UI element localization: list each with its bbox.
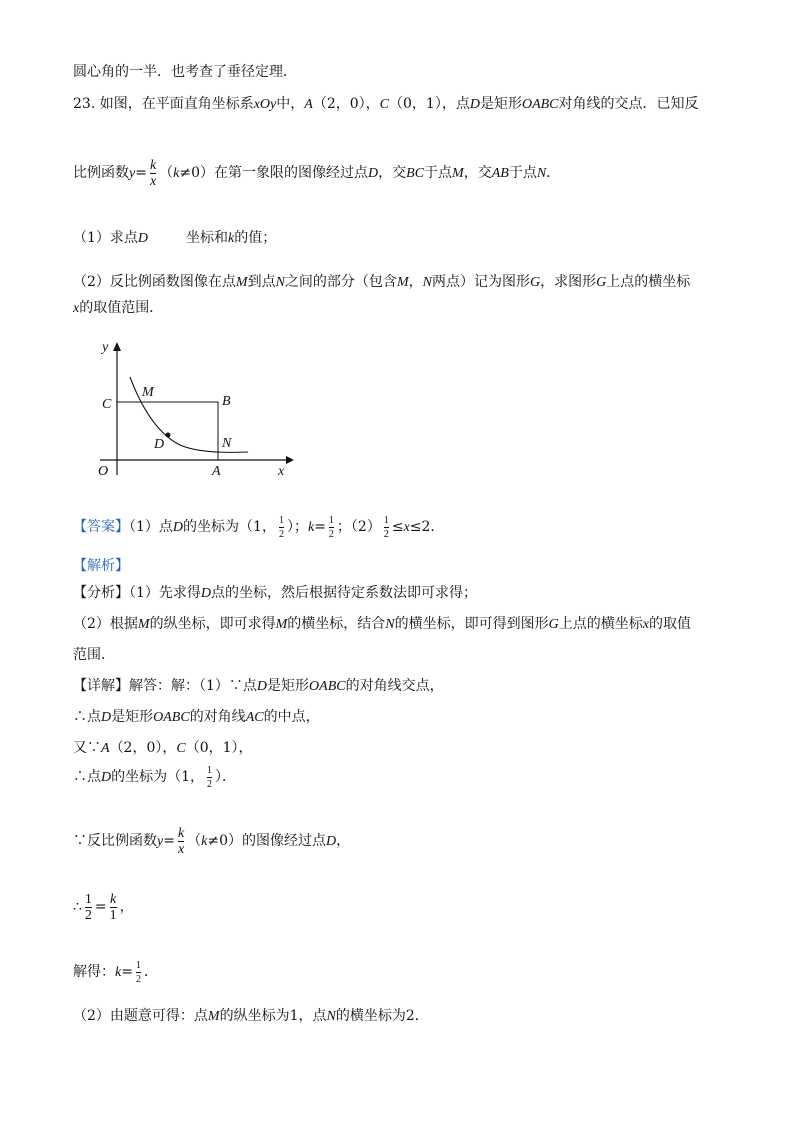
detail-line-4: ∴点D的坐标为（1， $\frac{1}{2}$ ）． (73, 764, 237, 790)
fraction-k-over-x: $\frac{k}{x}$ (149, 157, 157, 189)
label-y: y (102, 340, 109, 355)
fraction-one-half: $\frac{1}{2}$ (278, 514, 284, 540)
fraction-k-over-1: $\frac{k}{1}$ (109, 891, 117, 923)
fraction-one-half: $\frac{1}{2}$ (328, 514, 334, 540)
y-axis-arrow-icon (113, 342, 121, 351)
fraction-k-over-x: $\frac{k}{x}$ (177, 825, 185, 857)
question-23-line: 23. 如图，在平面直角坐标系xOy中，A（2，0），C（0，1），点D是矩形OABC对角线的交点．已知反 (73, 96, 699, 112)
label-o: O (98, 464, 109, 479)
fraction-one-half: $\frac{1}{2}$ (135, 959, 141, 985)
text-line: 圆心角的一半．也考查了垂径定理． (73, 64, 297, 80)
fraction-one-half: $\frac{1}{2}$ (84, 891, 92, 923)
label-c: C (102, 397, 112, 412)
label-a: A (212, 464, 221, 479)
label-b: B (222, 394, 231, 409)
jiexi-tag: 【解析】 (73, 558, 129, 574)
answer-tag: 【答案】 (73, 519, 129, 535)
analysis-line-1: 【分析】（1）先求得D点的坐标，然后根据待定系数法即可求得； (73, 585, 478, 601)
fraction-one-half: $\frac{1}{2}$ (383, 514, 389, 540)
detail-line-6: ∴ $\frac{1}{2}$ = $\frac{k}{1}$ ， (73, 891, 134, 923)
subquestion-2: （2）反比例函数图像在点M到点N之间的部分（包含M，N两点）记为图形G，求图形G上点的横坐标 (73, 274, 691, 290)
detail-line-2: ∴点D是矩形OABC的对角线AC的中点， (73, 709, 320, 725)
detail-line-1: 【详解】解答：解：（1）∵点D是矩形OABC的对角线交点， (73, 678, 444, 694)
function-line: 比例函数y= $\frac{k}{x}$ （k≠0）在第一象限的图像经过点D，交BC于点M，交AB于点N． (73, 157, 561, 189)
fraction-one-half: $\frac{1}{2}$ (207, 764, 213, 790)
label-n: N (222, 436, 232, 451)
x-axis-arrow-icon (286, 456, 294, 464)
coordinate-figure (90, 335, 300, 480)
point-d (166, 433, 171, 438)
detail-line-3: 又∵A（2，0），C（0，1）， (73, 740, 253, 756)
answer-line: 【答案】（1）点D的坐标为（1， $\frac{1}{2}$ ）；k= $\frac{1}{2}$ ；（2） $\frac{1}{2}$ ≤x≤2． (73, 514, 445, 540)
analysis-line-3: 范围． (73, 647, 115, 663)
detail-line-8: （2）由题意可得：点M的纵坐标为1，点N的横坐标为2． (73, 1008, 429, 1024)
analysis-line-2: （2）根据M的纵坐标，即可求得M的横坐标，结合N的横坐标，即可得到图形G上点的横坐标x的取值 (73, 616, 691, 632)
detail-line-5: ∵反比例函数y= $\frac{k}{x}$ （k≠0）的图像经过点D， (73, 825, 351, 857)
subquestion-1: （1）求点D 坐标和k的值； (73, 230, 277, 246)
detail-line-7: 解得：k= $\frac{1}{2}$ ． (73, 959, 158, 985)
label-x: x (278, 464, 285, 479)
label-d: D (154, 437, 165, 452)
label-m: M (142, 385, 154, 400)
subquestion-2-cont: x的取值范围． (73, 300, 164, 316)
